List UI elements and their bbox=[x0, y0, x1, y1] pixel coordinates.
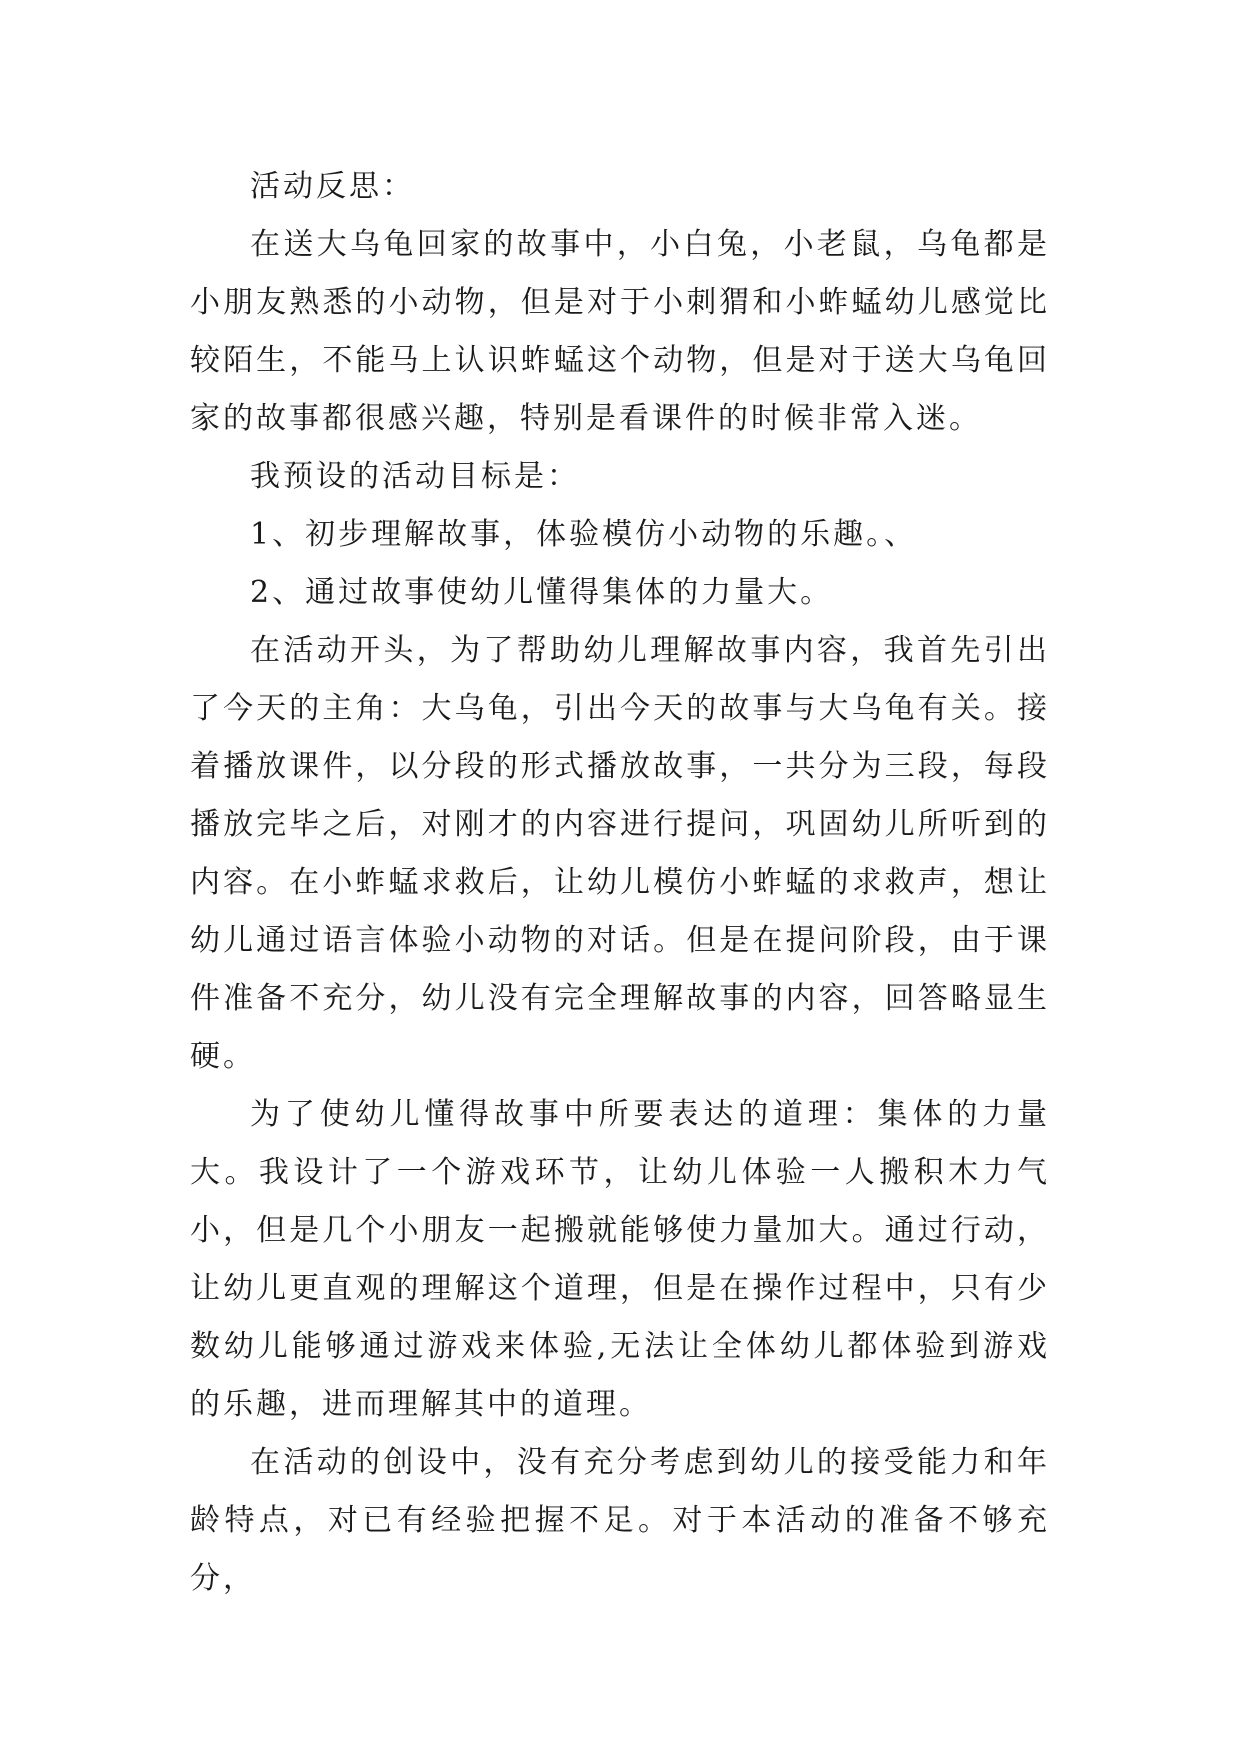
document-body bbox=[190, 158, 1050, 1608]
paragraph-goal-1: 1、初步理解故事，体验模仿小动物的乐趣。、 bbox=[250, 517, 918, 552]
paragraph-goal-2: 2、通过故事使幼儿懂得集体的力量大。 bbox=[250, 575, 834, 610]
paragraph-activity-start: 在活动开头，为了帮助幼儿理解故事内容，我首先引出了今天的主角：大乌龟，引出今天的故事与大乌龟有关。接着播放课件，以分段的形式播放故事，一共分为三段，每段播放完毕之后，对刚才的内容进行提问，巩固幼儿所听到的内容。在小蚱蜢求救后，让幼儿模仿小蚱蜢的求救声，想让幼儿通过语言体验小动物的对话。但是在提问阶段，由于课件准备不充分，幼儿没有完全理解故事的内容，回答略显生硬。 bbox=[190, 633, 1050, 1074]
paragraph-activity-design: 在活动的创设中，没有充分考虑到幼儿的接受能力和年龄特点，对已有经验把握不足。对于本活动的准备不够充分， bbox=[190, 1445, 1050, 1596]
section-heading-reflection: 活动反思： bbox=[250, 169, 415, 204]
paragraph-game-section: 为了使幼儿懂得故事中所要表达的道理：集体的力量大。我设计了一个游戏环节，让幼儿体验一人搬积木力气小，但是几个小朋友一起搬就能够使力量加大。通过行动，让幼儿更直观的理解这个道理，但是在操作过程中，只有少数幼儿能够通过游戏来体验,无法让全体幼儿都体验到游戏的乐趣，进而理解其中的道理。 bbox=[190, 1097, 1050, 1422]
paragraph-goals-heading: 我预设的活动目标是： bbox=[250, 459, 580, 494]
paragraph-story-intro: 在送大乌龟回家的故事中，小白兔，小老鼠，乌龟都是小朋友熟悉的小动物，但是对于小刺猬和小蚱蜢幼儿感觉比较陌生，不能马上认识蚱蜢这个动物，但是对于送大乌龟回家的故事都很感兴趣，特别是看课件的时候非常入迷。 bbox=[190, 227, 1050, 436]
